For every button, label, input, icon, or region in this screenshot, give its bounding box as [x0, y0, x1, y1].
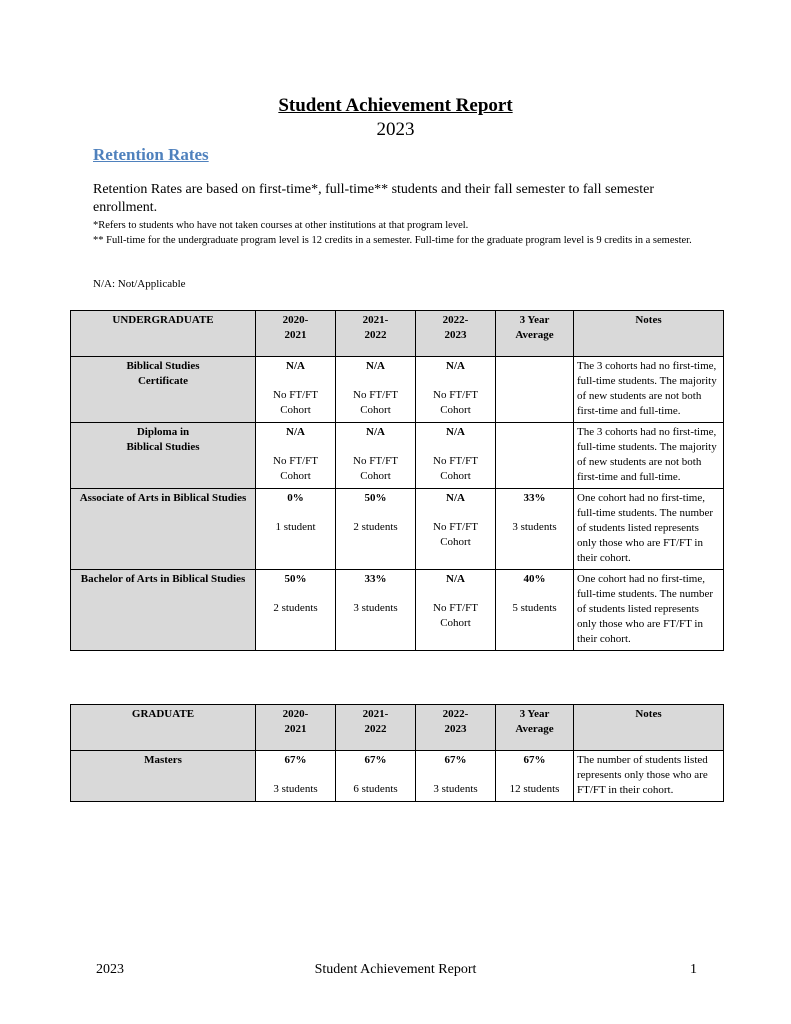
table-row: [71, 423, 724, 489]
value-percent: 67%: [523, 754, 546, 766]
na-legend: N/A: Not/Applicable: [93, 278, 186, 290]
column-header: 3 Year Average: [496, 705, 574, 751]
value-detail: 5 students: [512, 602, 557, 614]
value-detail: No FT/FT Cohort: [273, 455, 318, 482]
page-number: 1: [690, 962, 697, 977]
value-detail: No FT/FT Cohort: [353, 455, 398, 482]
table-row: [71, 570, 724, 651]
column-header: GRADUATE: [71, 705, 256, 751]
value-detail: No FT/FT Cohort: [433, 602, 478, 629]
value-percent: 67%: [284, 754, 307, 766]
column-header: 2020- 2021: [256, 311, 336, 357]
value-percent: 67%: [364, 754, 387, 766]
value-percent: N/A: [366, 426, 385, 438]
section-title: Retention Rates: [93, 145, 209, 164]
intro-paragraph: Retention Rates are based on first-time*, full-time** students and their fall semester to fall semester enrollment.: [93, 182, 655, 215]
value-percent: N/A: [446, 492, 465, 504]
value-detail: 6 students: [353, 783, 398, 795]
value-cell: [416, 357, 496, 423]
value-cell: [496, 423, 574, 489]
table-row: [71, 489, 724, 570]
value-percent: 67%: [444, 754, 467, 766]
value-percent: 50%: [364, 492, 387, 504]
value-percent: 40%: [523, 573, 546, 585]
value-detail: 3 students: [433, 783, 478, 795]
value-cell: [256, 751, 336, 802]
value-cell: [416, 751, 496, 802]
graduate-table: [70, 704, 724, 802]
notes-cell: One cohort had no first-time, full-time students. The number of students listed represents only those who are FT/FT in their cohort.: [574, 570, 724, 651]
value-detail: No FT/FT Cohort: [353, 389, 398, 416]
value-cell: [496, 751, 574, 802]
value-cell: [496, 570, 574, 651]
column-header: 2021- 2022: [336, 311, 416, 357]
value-cell: [256, 357, 336, 423]
value-percent: 33%: [364, 573, 387, 585]
column-header: 2022- 2023: [416, 705, 496, 751]
value-cell: [256, 489, 336, 570]
program-name: Bachelor of Arts in Biblical Studies: [71, 570, 256, 651]
footer-title: Student Achievement Report: [314, 962, 477, 977]
value-cell: [336, 357, 416, 423]
value-percent: N/A: [446, 360, 465, 372]
value-percent: N/A: [446, 426, 465, 438]
notes-cell: The 3 cohorts had no first-time, full-time students. The majority of new students are not both first-time and full-time.: [574, 423, 724, 489]
footnote-full-time: ** Full-time for the undergraduate program level is 12 credits in a semester. Full-time for the graduate program level is 9 credits in a semester.: [93, 235, 692, 246]
value-cell: [416, 489, 496, 570]
value-cell: [336, 489, 416, 570]
value-detail: 2 students: [273, 602, 318, 614]
value-cell: [416, 570, 496, 651]
value-detail: 2 students: [353, 521, 398, 533]
value-percent: N/A: [366, 360, 385, 372]
report-title: Student Achievement Report: [278, 95, 513, 116]
column-header: Notes: [574, 311, 724, 357]
column-header: 2021- 2022: [336, 705, 416, 751]
program-name: Associate of Arts in Biblical Studies: [71, 489, 256, 570]
value-detail: 3 students: [512, 521, 557, 533]
program-name: Masters: [71, 751, 256, 802]
undergraduate-table: [70, 310, 724, 651]
value-detail: 3 students: [273, 783, 318, 795]
value-percent: 33%: [523, 492, 546, 504]
value-detail: No FT/FT Cohort: [433, 521, 478, 548]
program-name: Diploma in Biblical Studies: [71, 423, 256, 489]
value-detail: No FT/FT Cohort: [273, 389, 318, 416]
value-cell: [336, 751, 416, 802]
value-percent: 0%: [287, 492, 304, 504]
footnote-first-time: *Refers to students who have not taken courses at other institutions at that program level.: [93, 220, 469, 231]
value-cell: [336, 423, 416, 489]
value-percent: N/A: [446, 573, 465, 585]
table-row: [71, 751, 724, 802]
column-header: UNDERGRADUATE: [71, 311, 256, 357]
value-cell: [256, 423, 336, 489]
undergraduate-header-row: [71, 311, 724, 357]
value-percent: N/A: [286, 426, 305, 438]
notes-cell: The 3 cohorts had no first-time, full-time students. The majority of new students are not both first-time and full-time.: [574, 357, 724, 423]
footer-year: 2023: [96, 962, 124, 977]
value-percent: 50%: [284, 573, 307, 585]
column-header: Notes: [574, 705, 724, 751]
column-header: 2022- 2023: [416, 311, 496, 357]
value-cell: [336, 570, 416, 651]
graduate-header-row: [71, 705, 724, 751]
notes-cell: One cohort had no first-time, full-time students. The number of students listed represents only those who are FT/FT in their cohort.: [574, 489, 724, 570]
column-header: 3 Year Average: [496, 311, 574, 357]
column-header: 2020- 2021: [256, 705, 336, 751]
table-row: [71, 357, 724, 423]
value-percent: N/A: [286, 360, 305, 372]
value-detail: 3 students: [353, 602, 398, 614]
notes-cell: The number of students listed represents only those who are FT/FT in their cohort.: [574, 751, 724, 802]
value-detail: 1 student: [275, 521, 316, 533]
value-cell: [256, 570, 336, 651]
report-year: 2023: [376, 119, 415, 140]
value-cell: [416, 423, 496, 489]
value-cell: [496, 357, 574, 423]
value-cell: [496, 489, 574, 570]
value-detail: 12 students: [509, 783, 560, 795]
value-detail: No FT/FT Cohort: [433, 455, 478, 482]
program-name: Biblical Studies Certificate: [71, 357, 256, 423]
value-detail: No FT/FT Cohort: [433, 389, 478, 416]
